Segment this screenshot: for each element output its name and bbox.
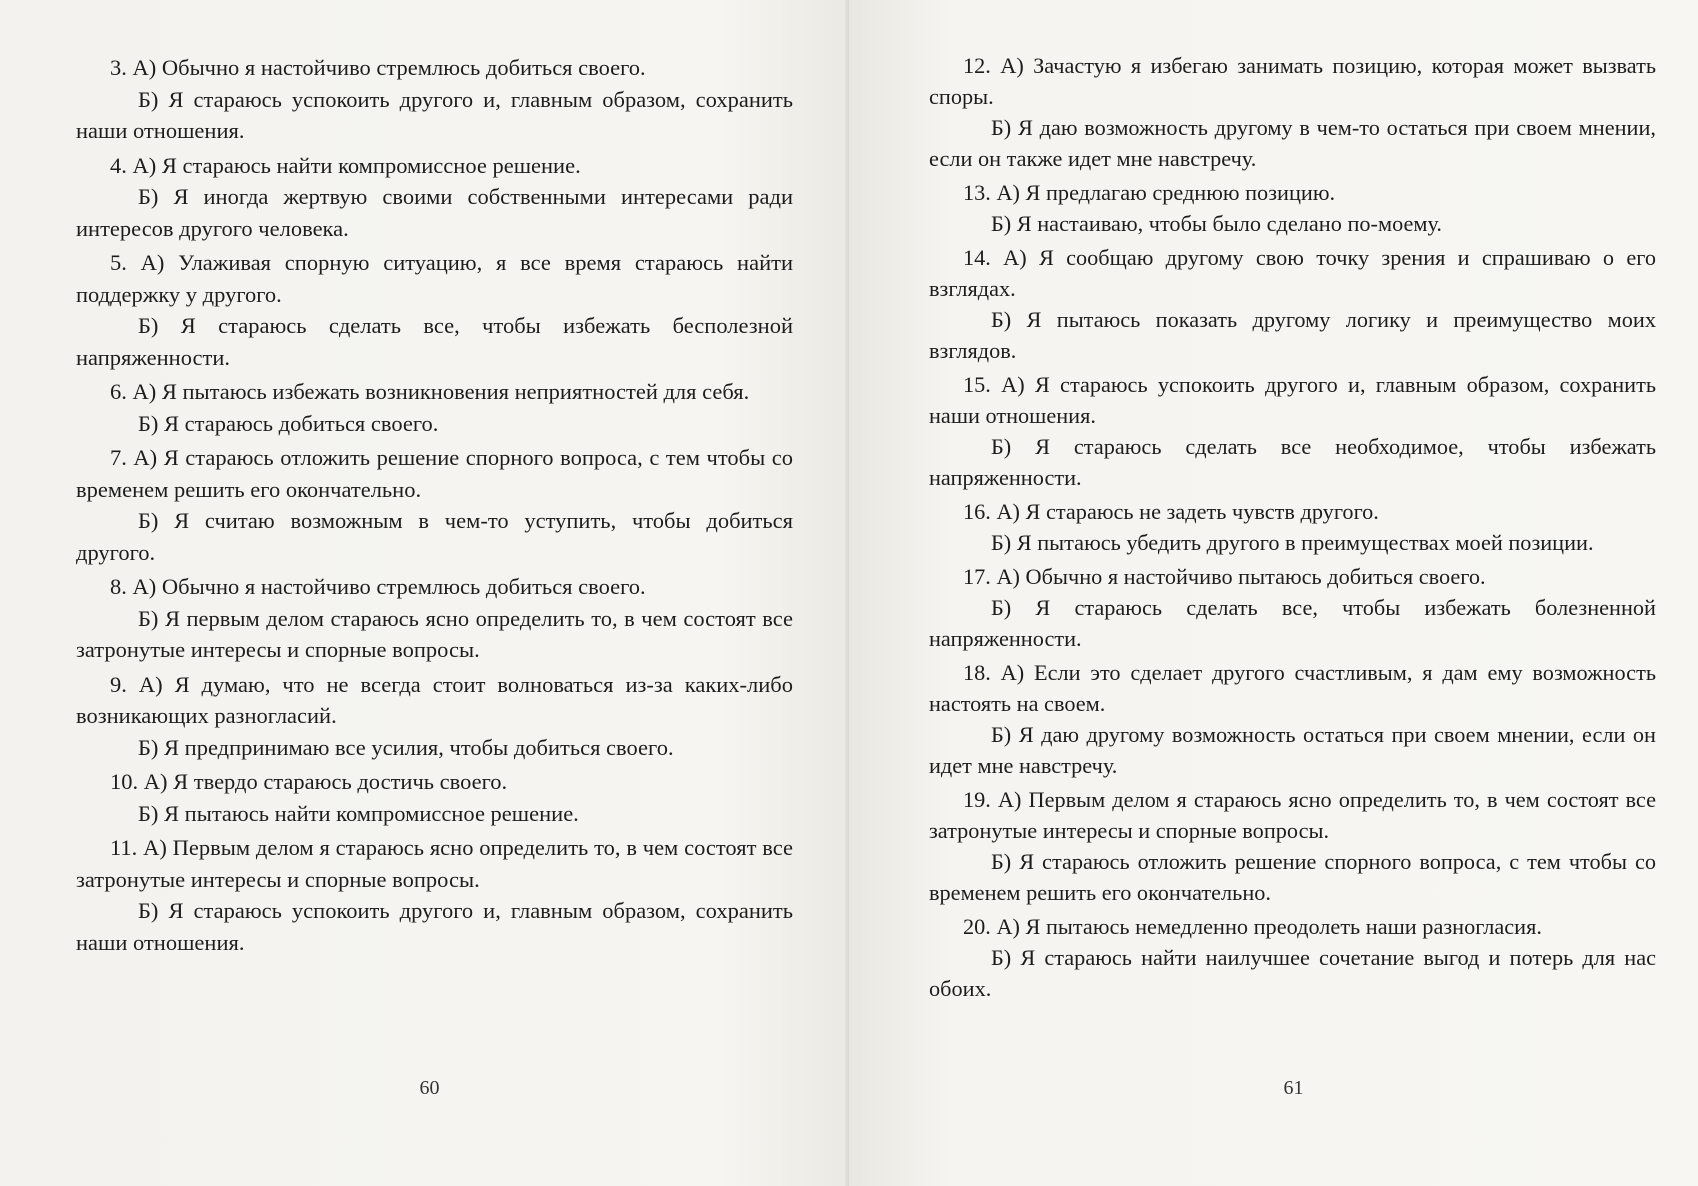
question-6-option-b: Б) Я стараюсь добиться своего. bbox=[138, 410, 439, 436]
question-20 bbox=[929, 911, 1656, 1004]
question-6 bbox=[76, 376, 793, 439]
question-18 bbox=[929, 657, 1656, 781]
question-4-option-b: Б) Я иногда жертвую своими собственными интересами ради интересов другого человека. bbox=[76, 184, 793, 241]
question-10-option-a: 10. А) Я твердо стараюсь достичь своего. bbox=[110, 769, 508, 794]
question-19-option-a: 19. А) Первым делом я стараюсь ясно определить то, в чем состоят все затронутые интересы и спорные вопросы. bbox=[929, 787, 1656, 843]
right-page bbox=[849, 0, 1698, 1186]
question-7 bbox=[76, 442, 793, 568]
question-17 bbox=[929, 561, 1656, 654]
question-17-option-a: 17. А) Обычно я настойчиво пытаюсь добиться своего. bbox=[963, 564, 1486, 589]
question-12-option-b: Б) Я даю возможность другому в чем-то остаться при своем мнении, если он также идет мне навстречу. bbox=[929, 115, 1656, 171]
question-5-option-a: 5. А) Улаживая спорную ситуацию, я все время стараюсь найти поддержку у другого. bbox=[76, 250, 793, 307]
page-number-right: 61 bbox=[1283, 1077, 1304, 1099]
question-7-option-b: Б) Я считаю возможным в чем-то уступить, чтобы добиться другого. bbox=[76, 508, 793, 565]
page-number-left: 60 bbox=[419, 1077, 440, 1099]
question-13 bbox=[929, 177, 1656, 239]
question-16-option-a: 16. А) Я стараюсь не задеть чувств другого. bbox=[963, 499, 1379, 524]
right-page-text bbox=[929, 50, 1656, 1004]
question-8-option-b: Б) Я первым делом стараюсь ясно определить то, в чем состоят все затронутые интересы и спорные вопросы. bbox=[76, 605, 793, 662]
question-16-option-b: Б) Я пытаюсь убедить другого в преимуществах моей позиции. bbox=[991, 530, 1594, 555]
question-18-option-a: 18. А) Если это сделает другого счастливым, я дам ему возможность настоять на своем. bbox=[929, 660, 1656, 716]
question-7-option-a: 7. А) Я стараюсь отложить решение спорного вопроса, с тем чтобы со временем решить его окончательно. bbox=[76, 445, 793, 502]
question-12 bbox=[929, 50, 1656, 174]
question-13-option-b: Б) Я настаиваю, чтобы было сделано по-моему. bbox=[991, 211, 1442, 236]
question-17-option-b: Б) Я стараюсь сделать все, чтобы избежать болезненной напряженности. bbox=[929, 595, 1656, 651]
question-9-option-b: Б) Я предпринимаю все усилия, чтобы добиться своего. bbox=[138, 734, 674, 760]
question-20-option-b: Б) Я стараюсь найти наилучшее сочетание выгод и потерь для нас обоих. bbox=[929, 945, 1656, 1001]
question-15 bbox=[929, 369, 1656, 493]
question-14 bbox=[929, 242, 1656, 366]
question-10-option-b: Б) Я пытаюсь найти компромиссное решение. bbox=[138, 800, 579, 826]
question-4-option-a: 4. А) Я стараюсь найти компромиссное решение. bbox=[110, 152, 581, 178]
question-15-option-b: Б) Я стараюсь сделать все необходимое, чтобы избежать напряженности. bbox=[929, 434, 1656, 490]
question-6-option-a: 6. А) Я пытаюсь избежать возникновения неприятностей для себя. bbox=[110, 379, 750, 404]
question-3-option-b: Б) Я стараюсь успокоить другого и, главным образом, сохранить наши отношения. bbox=[76, 86, 793, 143]
question-19-option-b: Б) Я стараюсь отложить решение спорного вопроса, с тем чтобы со временем решить его окончательно. bbox=[929, 849, 1656, 905]
question-11-option-a: 11. А) Первым делом я стараюсь ясно определить то, в чем состоят все затронутые интересы и спорные вопросы. bbox=[76, 835, 793, 892]
question-3-option-a: 3. А) Обычно я настойчиво стремлюсь добиться своего. bbox=[110, 55, 646, 80]
question-18-option-b: Б) Я даю другому возможность остаться при своем мнении, если он идет мне навстречу. bbox=[929, 722, 1656, 778]
question-16 bbox=[929, 496, 1656, 558]
question-14-option-a: 14. А) Я сообщаю другому свою точку зрения и спрашиваю о его взглядах. bbox=[929, 245, 1656, 301]
question-13-option-a: 13. А) Я предлагаю среднюю позицию. bbox=[963, 180, 1336, 205]
question-20-option-a: 20. А) Я пытаюсь немедленно преодолеть наши разногласия. bbox=[963, 914, 1542, 939]
question-8 bbox=[76, 571, 793, 666]
question-11-option-b: Б) Я стараюсь успокоить другого и, главным образом, сохранить наши отношения. bbox=[76, 898, 793, 955]
question-8-option-a: 8. А) Обычно я настойчиво стремлюсь добиться своего. bbox=[110, 574, 646, 599]
question-10 bbox=[76, 766, 793, 829]
question-12-option-a: 12. А) Зачастую я избегаю занимать позицию, которая может вызвать споры. bbox=[929, 53, 1656, 109]
left-page-text bbox=[76, 52, 793, 958]
question-5-option-b: Б) Я стараюсь сделать все, чтобы избежать бесполезной напряженности. bbox=[76, 313, 793, 370]
question-3 bbox=[76, 52, 793, 147]
question-4 bbox=[76, 150, 793, 245]
question-19 bbox=[929, 784, 1656, 908]
question-9 bbox=[76, 669, 793, 764]
question-11 bbox=[76, 832, 793, 958]
question-14-option-b: Б) Я пытаюсь показать другому логику и преимущество моих взглядов. bbox=[929, 307, 1656, 363]
question-15-option-a: 15. А) Я стараюсь успокоить другого и, главным образом, сохранить наши отношения. bbox=[929, 372, 1656, 428]
question-9-option-a: 9. А) Я думаю, что не всегда стоит волноваться из-за каких-либо возникающих разногласий. bbox=[76, 671, 793, 728]
question-5 bbox=[76, 247, 793, 373]
